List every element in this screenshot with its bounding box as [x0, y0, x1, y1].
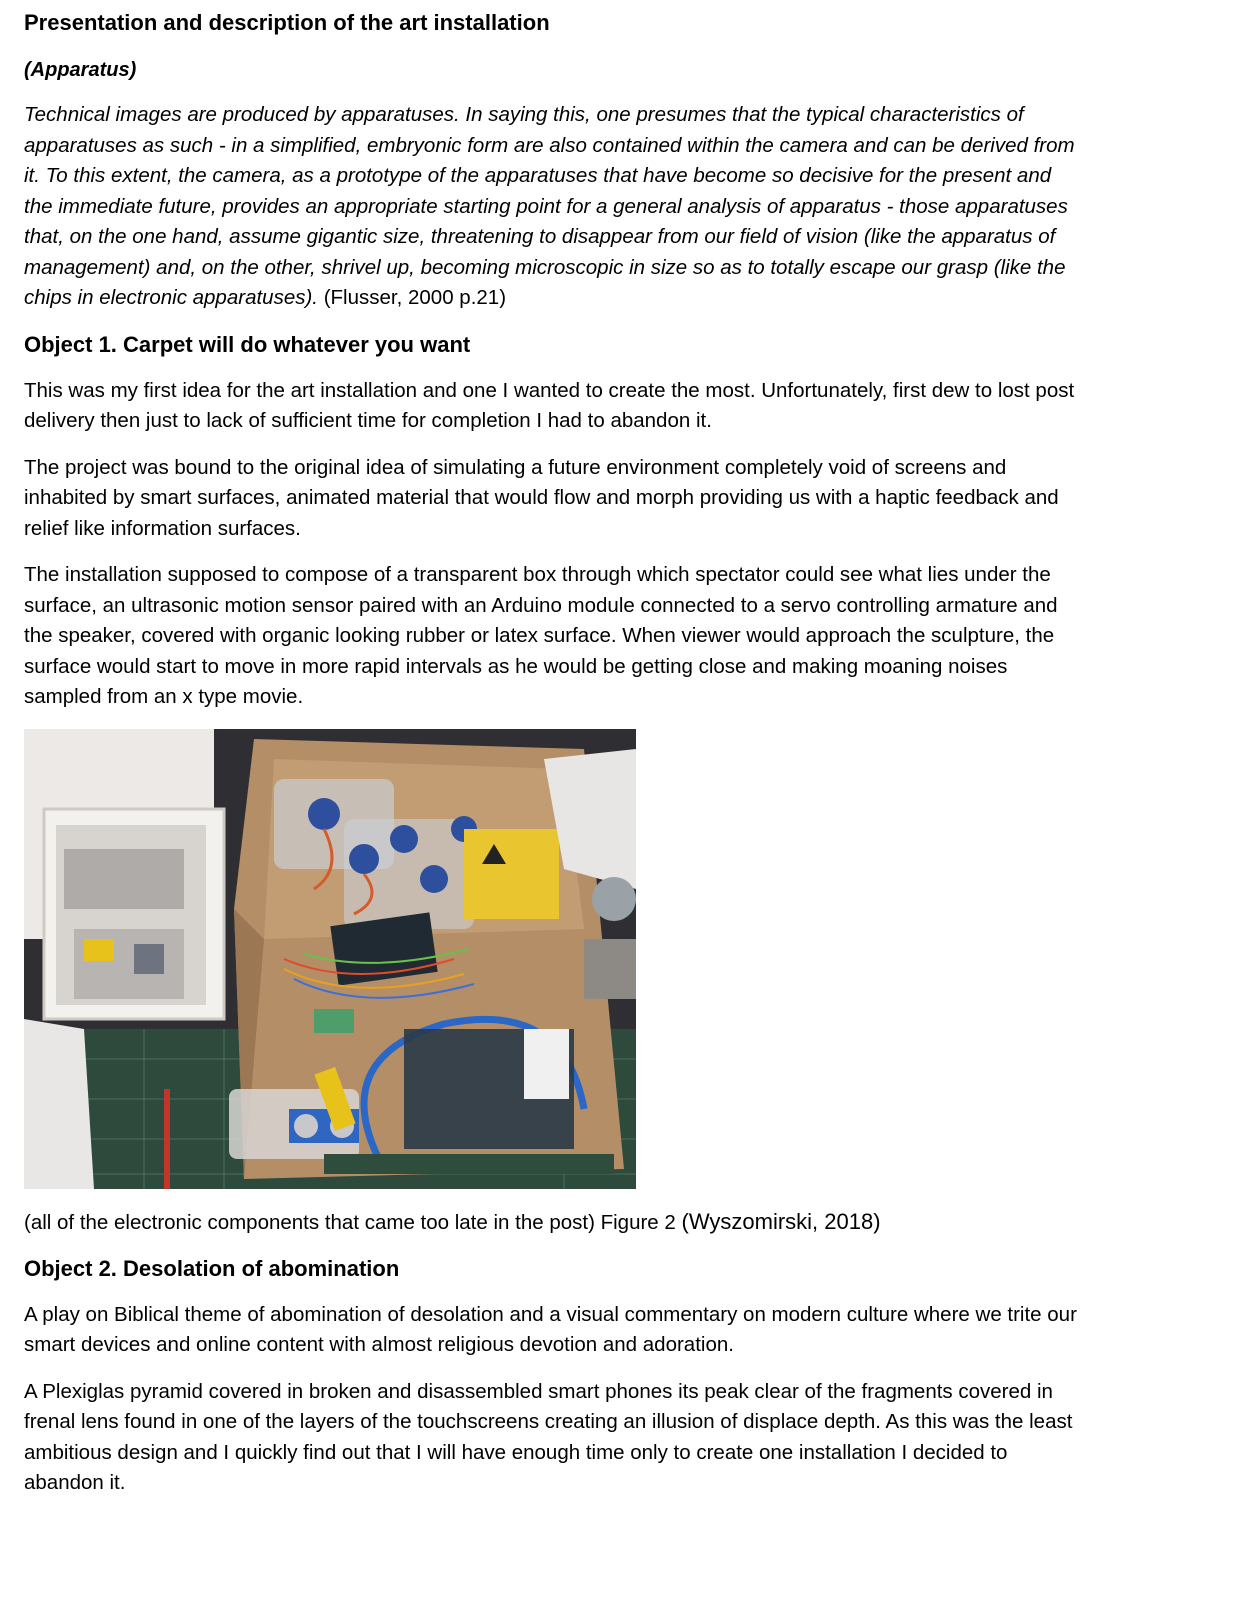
block-quote — [24, 100, 1084, 314]
document-page — [24, 8, 1084, 1515]
figure-citation: (Wyszomirski, 2018) — [681, 1208, 881, 1234]
figure-caption — [24, 1207, 1084, 1238]
object1-paragraph-2: The project was bound to the original idea of simulating a future environment completely void of screens and inhabited by smart surfaces, animated material that would flow and morph providing us with a haptic feedback and relief like information surfaces. — [24, 455, 1059, 540]
object1-paragraph-1: This was my first idea for the art installation and one I wanted to create the most. Unfortunately, first dew to lost post delivery then just to lack of sufficient time for completion I had to abandon it. — [24, 378, 1075, 432]
object2-paragraph-2: A Plexiglas pyramid covered in broken and disassembled smart phones its peak clear of the fragments covered in frenal lens found in one of the layers of the touchscreens creating an illusion of displace depth. As this was the least ambitious design and I quickly find out that I will have enough time only to create one installation I decided to abandon it. — [24, 1379, 1073, 1494]
page-title: Presentation and description of the art installation — [24, 10, 550, 35]
object1-paragraph-3: The installation supposed to compose of a transparent box through which spectator could see what lies under the surface, an ultrasonic motion sensor paired with an Arduino module connected to a servo controlling armature and the speaker, covered with organic looking rubber or latex surface. When viewer would approach the sculpture, the surface would start to move in more rapid intervals as he would be getting close and making moaning noises sampled from an x type movie. — [24, 563, 1058, 708]
quote-citation: (Flusser, 2000 p.21) — [323, 286, 507, 309]
figure-photo-electronic-components — [24, 729, 636, 1189]
figure-caption-text: (all of the electronic components that came too late in the post) Figure 2 — [24, 1210, 676, 1234]
quote-text: Technical images are produced by apparatuses. In saying this, one presumes that the typical characteristics of apparatuses as such - in a simplified, embryonic form are also contained within the camera and can be derived from it. To this extent, the camera, as a prototype of the apparatuses that have become so decisive for the present and the immediate future, provides an appropriate starting point for a general analysis of apparatus - those apparatuses that, on the one hand, assume gigantic size, threatening to disappear from our field of vision (like the apparatus of management) and, on the other, shrivel up, becoming microscopic in size so as to totally escape our grasp (like the chips in electronic apparatuses). — [24, 103, 1075, 309]
object2-title: Object 2. Desolation of abomination — [24, 1255, 400, 1281]
object1-title: Object 1. Carpet will do whatever you want — [24, 331, 471, 357]
object2-paragraph-1: A play on Biblical theme of abomination of desolation and a visual commentary on modern culture where we trite our smart devices and online content with almost religious devotion and adoration. — [24, 1302, 1077, 1356]
photo-illustration — [24, 729, 636, 1189]
section-subheading: (Apparatus) — [24, 59, 137, 81]
